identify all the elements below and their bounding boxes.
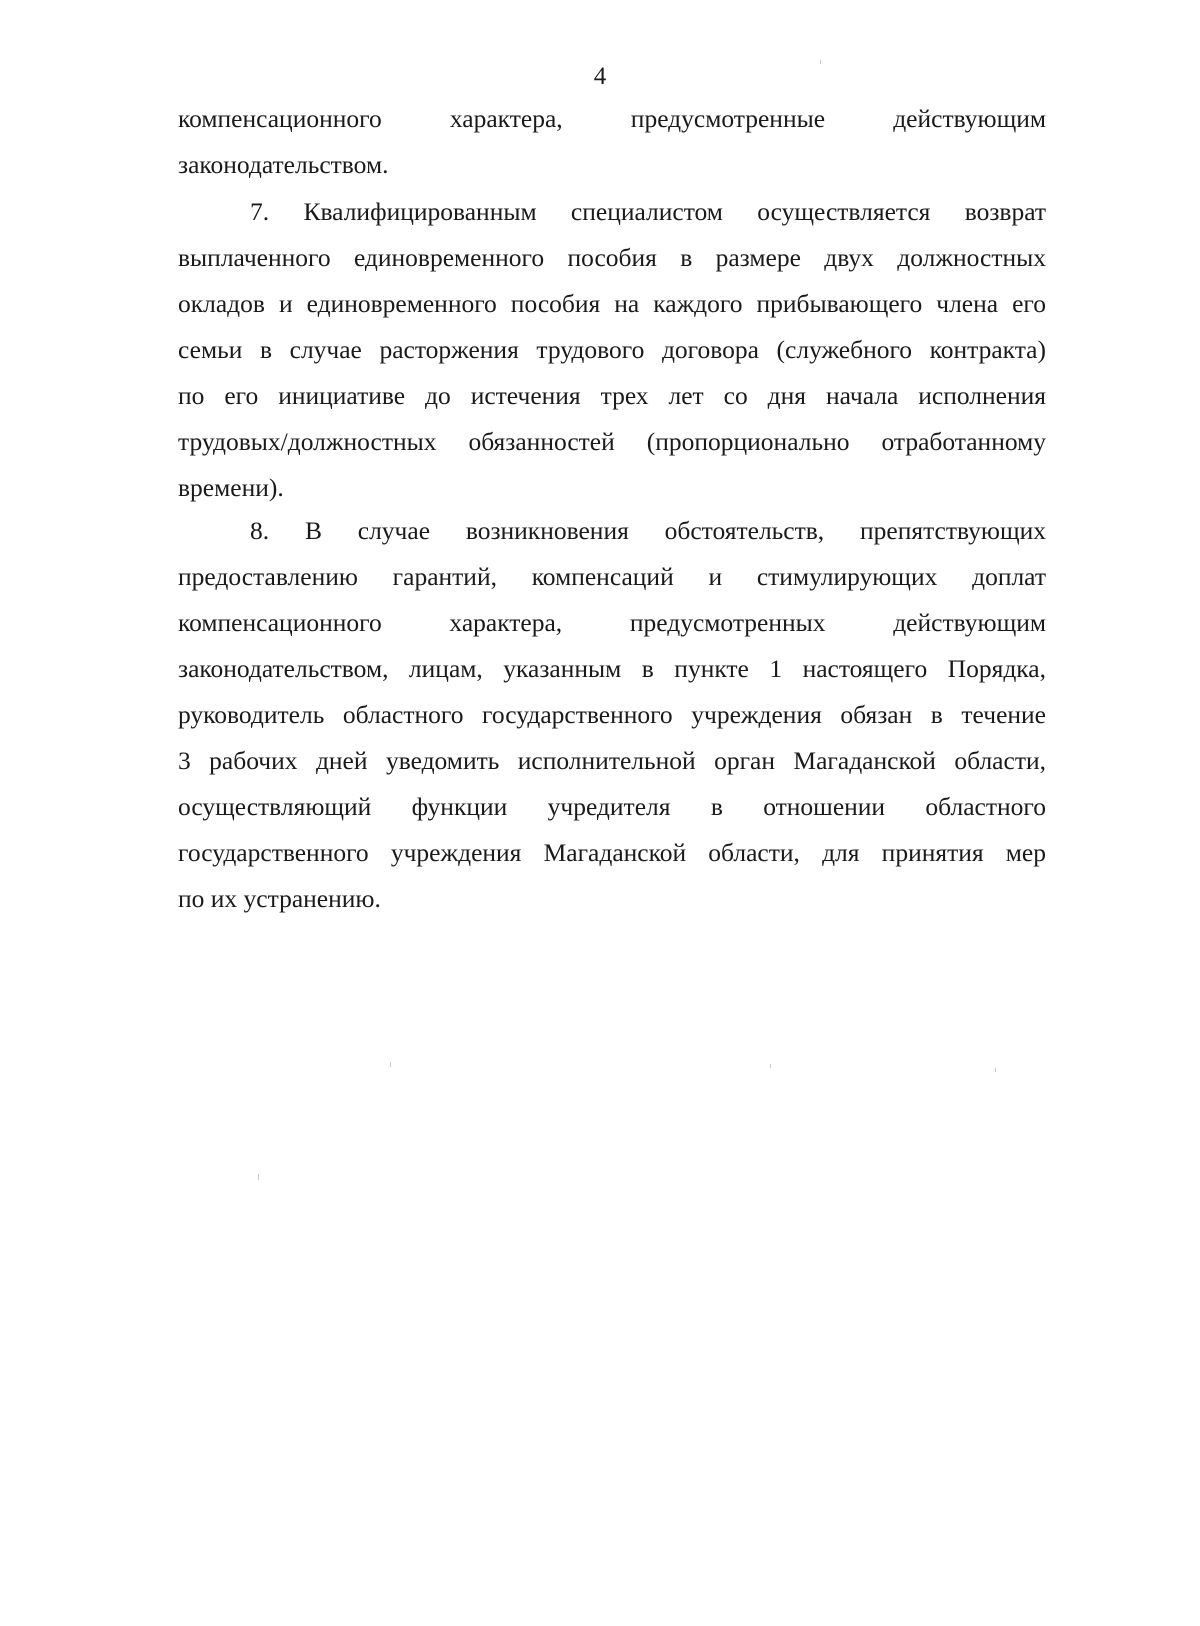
text-line: руководитель областного государственного учреждения обязан в течение [178, 700, 1046, 729]
text-line: компенсационного характера, предусмотренных действующим [178, 608, 1046, 637]
scan-speck [258, 1174, 259, 1180]
scan-speck [820, 60, 821, 64]
text-line: законодательством, лицам, указанным в пункте 1 настоящего Порядка, [178, 654, 1046, 683]
page-number: 4 [593, 63, 607, 90]
paragraph-item-8 [178, 508, 1046, 922]
paragraph-continuation [178, 96, 1046, 188]
text-line: законодательством. [178, 150, 389, 179]
text-line: государственного учреждения Магаданской области, для принятия мер [178, 838, 1046, 867]
text-line: 3 рабочих дней уведомить исполнительной орган Магаданской области, [178, 746, 1046, 775]
scan-speck [995, 1068, 996, 1072]
text-line: выплаченного единовременного пособия в размере двух должностных [178, 243, 1046, 272]
text-line: по их устранению. [178, 884, 381, 913]
text-line: предоставлению гарантий, компенсаций и стимулирующих доплат [178, 562, 1046, 591]
paragraph-item-7 [178, 189, 1046, 511]
scan-speck [770, 1064, 771, 1068]
text-line: трудовых/должностных обязанностей (пропорционально отработанному [178, 427, 1046, 456]
text-line: по его инициативе до истечения трех лет со дня начала исполнения [178, 381, 1046, 410]
scan-speck [390, 1062, 391, 1067]
text-line: 7. Квалифицированным специалистом осуществляется возврат [250, 197, 1046, 226]
text-line: 8. В случае возникновения обстоятельств, препятствующих [250, 516, 1046, 545]
text-line: семьи в случае расторжения трудового договора (служебного контракта) [178, 335, 1046, 364]
text-line: осуществляющий функции учредителя в отношении областного [178, 792, 1046, 821]
text-line: времени). [178, 473, 284, 502]
text-line: компенсационного характера, предусмотренные действующим [178, 104, 1046, 133]
text-line: окладов и единовременного пособия на каждого прибывающего члена его [178, 289, 1046, 318]
